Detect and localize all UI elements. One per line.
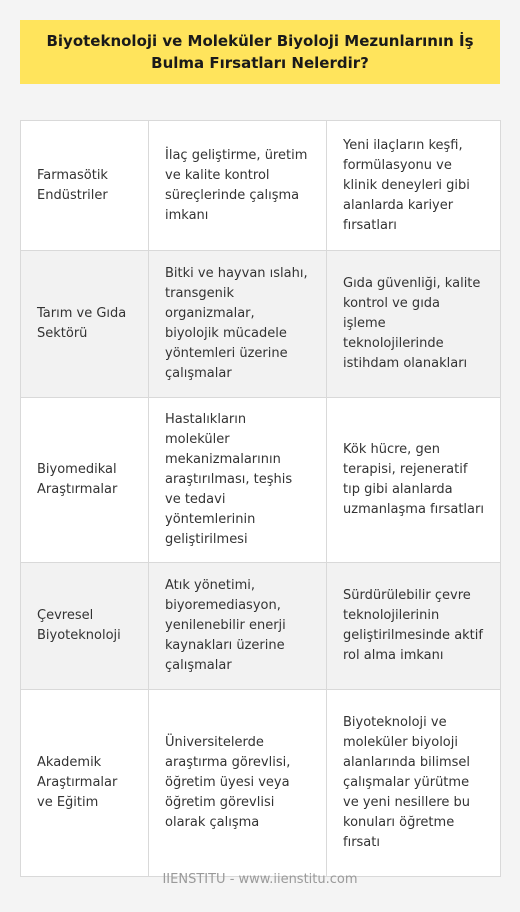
opportunity-cell: Gıda güvenliği, kalite kontrol ve gıda işleme teknolojilerinde istihdam olanakları — [327, 251, 501, 398]
career-table — [20, 120, 501, 877]
description-cell: Bitki ve hayvan ıslahı, transgenik organizmalar, biyolojik mücadele yöntemleri üzerine çalışmalar — [149, 251, 327, 398]
page-title: Biyoteknoloji ve Moleküler Biyoloji Mezunlarının İş Bulma Fırsatları Nelerdir? — [46, 32, 474, 72]
title-banner — [20, 20, 500, 84]
sector-cell: Biyomedikal Araştırmalar — [21, 398, 149, 563]
footer-credit: IIENSTITU - www.iienstitu.com — [162, 872, 358, 887]
table-row — [21, 398, 501, 563]
table-row — [21, 563, 501, 690]
table-row — [21, 690, 501, 877]
sector-cell: Farmasötik Endüstriler — [21, 121, 149, 251]
table-row — [21, 121, 501, 251]
description-cell: Hastalıkların moleküler mekanizmalarının araştırılması, teşhis ve tedavi yöntemlerinin geliştirilmesi — [149, 398, 327, 563]
sector-cell: Tarım ve Gıda Sektörü — [21, 251, 149, 398]
sector-cell: Akademik Araştırmalar ve Eğitim — [21, 690, 149, 877]
table-row — [21, 251, 501, 398]
description-cell: Atık yönetimi, biyoremediasyon, yenilenebilir enerji kaynakları üzerine çalışmalar — [149, 563, 327, 690]
opportunity-cell: Sürdürülebilir çevre teknolojilerinin geliştirilmesinde aktif rol alma imkanı — [327, 563, 501, 690]
career-table-container — [20, 120, 500, 877]
description-cell: İlaç geliştirme, üretim ve kalite kontrol süreçlerinde çalışma imkanı — [149, 121, 327, 251]
sector-cell: Çevresel Biyoteknoloji — [21, 563, 149, 690]
opportunity-cell: Yeni ilaçların keşfi, formülasyonu ve klinik deneyleri gibi alanlarda kariyer fırsatları — [327, 121, 501, 251]
opportunity-cell: Kök hücre, gen terapisi, rejeneratif tıp gibi alanlarda uzmanlaşma fırsatları — [327, 398, 501, 563]
description-cell: Üniversitelerde araştırma görevlisi, öğretim üyesi veya öğretim görevlisi olarak çalışma — [149, 690, 327, 877]
opportunity-cell: Biyoteknoloji ve moleküler biyoloji alanlarında bilimsel çalışmalar yürütme ve yeni nesillere bu konuları öğretme fırsatı — [327, 690, 501, 877]
